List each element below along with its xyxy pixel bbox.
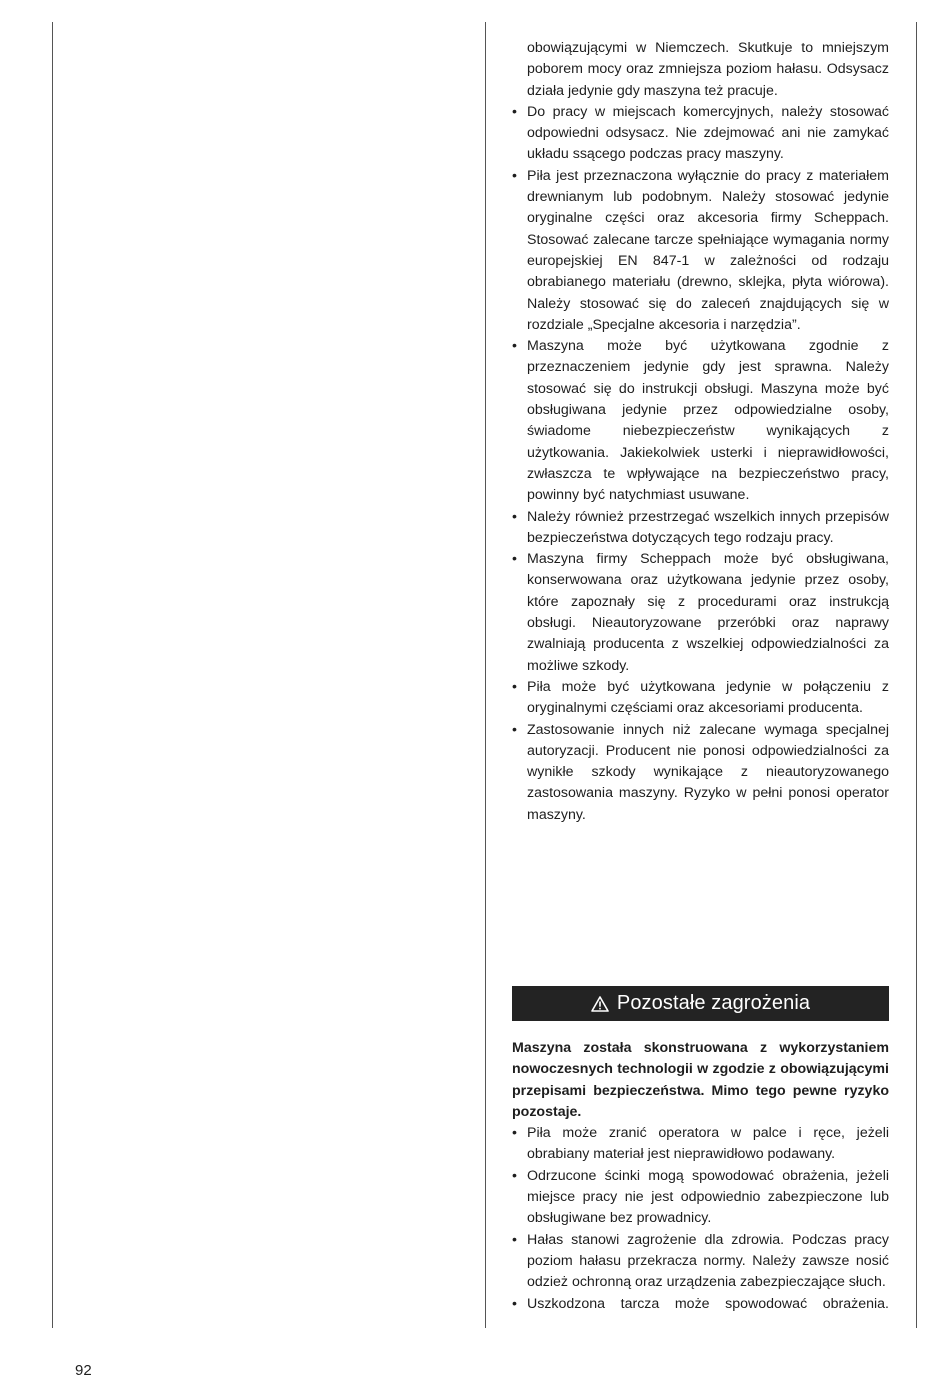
list-item: • Odrzucone ścinki mogą spowodować obrażenia, jeżeli miejsce pracy nie jest odpowiednio zabezpieczone lub obsługiwane bez prowadnicy. — [512, 1166, 889, 1230]
list-item: • Do pracy w miejscach komercyjnych, należy stosować odpowiedni odsysacz. Nie zdejmować ani nie zamykać układu ssącego podczas pracy maszyny. — [512, 102, 889, 166]
list-item: • Piła może być użytkowana jedynie w połączeniu z oryginalnymi częściami oraz akcesoriami producenta. — [512, 677, 889, 720]
list-item: • Należy również przestrzegać wszelkich innych przepisów bezpieczeństwa dotyczących tego rodzaju pracy. — [512, 507, 889, 550]
intro-paragraph: Maszyna została skonstruowana z wykorzystaniem nowoczesnych technologii w zgodzie z obowiązującymi przepisami bezpieczeństwa. Mimo tego pewne ryzyko pozostaje. — [512, 1040, 889, 1120]
left-margin-rule — [52, 22, 53, 1328]
warning-triangle-icon — [591, 996, 609, 1012]
list-item: • Hałas stanowi zagrożenie dla zdrowia. Podczas pracy poziom hałasu przekracza normy. Należy zawsze nosić odzież ochronną oraz urządzenia zabezpieczające słuch. — [512, 1230, 889, 1294]
list-item: • Maszyna firmy Scheppach może być obsługiwana, konserwowana oraz użytkowana jedynie przez osoby, które zapoznały się z procedurami oraz instrukcją obsługi. Nieautoryzowane przeróbki oraz naprawy zwalniają producenta z wszelkiej odpowiedzialności za możliwe szkody. — [512, 549, 889, 677]
safety-bullet-list — [512, 102, 889, 826]
section-heading-text: Pozostałe zagrożenia — [616, 992, 811, 1014]
safety-text-column — [512, 38, 889, 826]
page-number: 92 — [75, 1362, 92, 1379]
risk-bullet-list — [512, 1123, 889, 1314]
list-item: • Uszkodzona tarcza może spowodować obrażenia. — [512, 1294, 889, 1315]
residual-risk-column — [512, 1038, 889, 1315]
list-item: • Zastosowanie innych niż zalecane wymaga specjalnej autoryzacji. Producent nie ponosi odpowiedzialności za wynikłe szkody wynikające z nieautoryzowanego zastosowania maszyny. Ryzyko w pełni ponosi operator maszyny. — [512, 720, 889, 826]
section-heading-residual-risks — [512, 986, 889, 1021]
list-item: • Piła może zranić operatora w palce i ręce, jeżeli obrabiany materiał jest nieprawidłowo podawany. — [512, 1123, 889, 1166]
right-margin-rule — [916, 22, 917, 1328]
list-item: • Piła jest przeznaczona wyłącznie do pracy z materiałem drewnianym lub podobnym. Należy stosować jedynie oryginalne części oraz akcesoria firmy Scheppach. Stosować zalecane tarcze spełniające wymagania normy europejskiej EN 847-1 w zależności od rodzaju obrabianego materiału (drewno, sklejka, płyta wiórowa). Należy stosować się do zaleceń znajdujących się w rozdziale „Specjalne akcesoria i narzędzia”. — [512, 166, 889, 336]
column-divider-rule — [485, 22, 486, 1328]
continued-paragraph: obowiązującymi w Niemczech. Skutkuje to mniejszym poborem mocy oraz zmniejsza poziom hałasu. Odsysacz działa jedynie gdy maszyna też pracuje. — [527, 40, 889, 99]
list-item: • Maszyna może być użytkowana zgodnie z przeznaczeniem jedynie gdy jest sprawna. Należy stosować się do instrukcji obsługi. Maszyna może być obsługiwana jedynie przez odpowiedzialne osoby, świadome niebezpieczeństw wynikających z użytkowania. Jakiekolwiek usterki i nieprawidłowości, zwłaszcza te wpływające na bezpieczeństwo pracy, powinny być natychmiast usuwane. — [512, 336, 889, 506]
